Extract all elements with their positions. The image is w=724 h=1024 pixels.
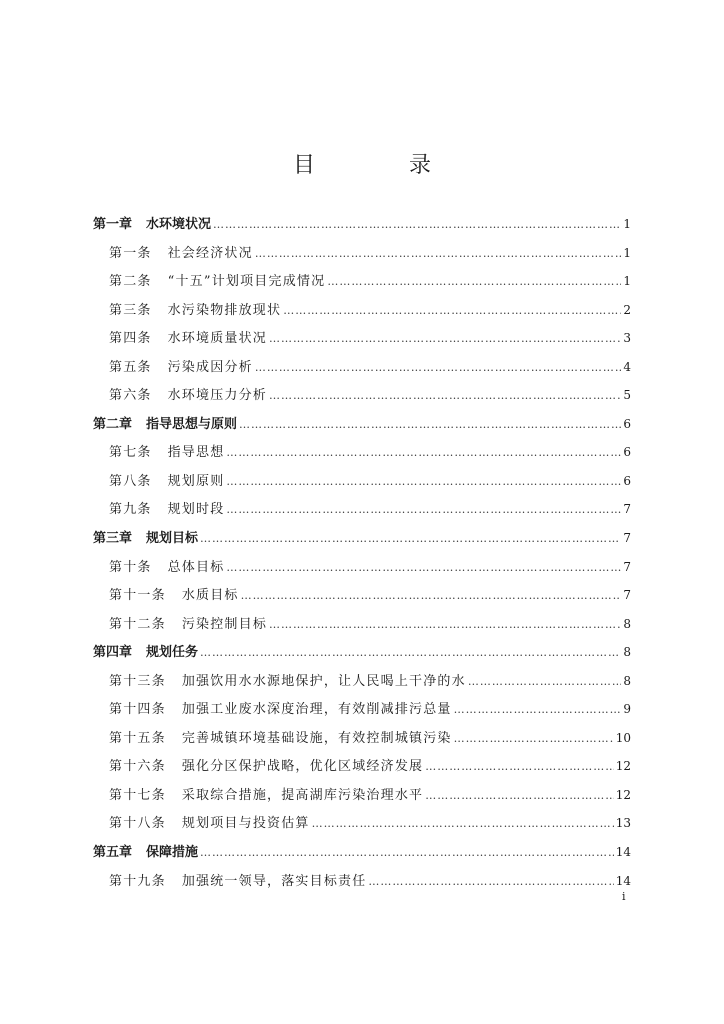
toc-entry-number: 第十条 <box>109 559 152 575</box>
toc-entry-page: 8 <box>623 645 631 660</box>
toc-chapter-row[interactable] <box>93 524 631 553</box>
toc-entry-number: 第十三条 <box>109 673 166 689</box>
toc-article-row[interactable] <box>93 381 631 410</box>
toc-leader-dots <box>213 211 621 239</box>
toc-entry-title: 水污染物排放现状 <box>167 302 282 318</box>
toc-leader-dots <box>226 439 621 467</box>
toc-entry-page: 6 <box>623 445 631 460</box>
toc-entry-page: 5 <box>623 388 631 403</box>
toc-chapter-row[interactable] <box>93 838 631 867</box>
toc-leader-dots <box>454 696 622 724</box>
toc-leader-dots <box>327 268 621 296</box>
toc-article-row[interactable] <box>93 695 631 724</box>
toc-entry-page: 14 <box>615 845 631 860</box>
toc-leader-dots <box>200 839 614 867</box>
toc-entry-title: 指导思想 <box>167 445 225 461</box>
toc-entry-number: 第十二条 <box>109 616 166 632</box>
toc-entry-number: 第五章 <box>93 845 133 861</box>
toc-entry-title: 污染控制目标 <box>181 616 268 632</box>
toc-entry-title: 水环境质量状况 <box>167 331 268 347</box>
toc-entry-page: 7 <box>623 588 631 603</box>
toc-leader-dots <box>368 868 613 896</box>
toc-entry-title: 规划任务 <box>146 645 199 661</box>
toc-article-row[interactable] <box>93 553 631 582</box>
toc-entry-page: 10 <box>615 730 631 745</box>
toc-leader-dots <box>239 411 621 439</box>
toc-entry-title: 强化分区保护战略，优化区域经济发展 <box>181 759 424 775</box>
toc-entry-title: 指导思想与原则 <box>146 416 238 432</box>
toc-entry-number: 第五条 <box>109 359 152 375</box>
toc-entry-number: 第七条 <box>109 445 152 461</box>
toc-entry-page: 12 <box>615 787 631 802</box>
toc-entry-page: 13 <box>615 816 631 831</box>
toc-chapter-row[interactable] <box>93 410 631 439</box>
toc-entry-number: 第三章 <box>93 531 133 547</box>
toc-leader-dots <box>312 810 614 838</box>
toc-entry-page: 1 <box>623 245 631 260</box>
toc-chapter-row[interactable] <box>93 210 631 239</box>
toc-entry-page: 9 <box>623 702 631 717</box>
toc-entry-page: 7 <box>623 531 631 546</box>
toc-entry-title: 规划时段 <box>167 502 225 518</box>
toc-entry-number: 第六条 <box>109 388 152 404</box>
toc-entry-title: 总体目标 <box>167 559 225 575</box>
toc-entry-title: 加强工业废水深度治理，有效削减排污总量 <box>181 702 452 718</box>
toc-entry-title: 水环境压力分析 <box>167 388 268 404</box>
toc-article-row[interactable] <box>93 239 631 268</box>
toc-entry-number: 第十八条 <box>109 816 166 832</box>
toc-article-row[interactable] <box>93 667 631 696</box>
toc-entry-title: 采取综合措施，提高湖库污染治理水平 <box>181 787 424 803</box>
toc-article-row[interactable] <box>93 809 631 838</box>
toc-entry-number: 第二章 <box>93 416 133 432</box>
toc-leader-dots <box>241 582 622 610</box>
toc-entry-page: 4 <box>623 359 631 374</box>
toc-article-row[interactable] <box>93 296 631 325</box>
toc-entry-page: 7 <box>623 502 631 517</box>
toc-leader-dots <box>200 525 621 553</box>
toc-entry-number: 第十五条 <box>109 730 166 746</box>
table-of-contents <box>93 210 631 895</box>
toc-leader-dots <box>269 325 621 353</box>
toc-article-row[interactable] <box>93 781 631 810</box>
toc-entry-page: 12 <box>615 759 631 774</box>
toc-entry-title: “十五”计划项目完成情况 <box>167 274 326 290</box>
toc-article-row[interactable] <box>93 610 631 639</box>
toc-entry-title: 完善城镇环境基础设施，有效控制城镇污染 <box>181 730 452 746</box>
toc-entry-page: 3 <box>623 331 631 346</box>
page-number: i <box>622 890 626 903</box>
toc-entry-title: 规划目标 <box>146 531 199 547</box>
toc-entry-title: 加强统一领导，落实目标责任 <box>181 873 367 889</box>
toc-entry-number: 第十四条 <box>109 702 166 718</box>
toc-leader-dots <box>200 639 621 667</box>
toc-entry-page: 6 <box>623 416 631 431</box>
toc-entry-page: 8 <box>623 616 631 631</box>
toc-entry-title: 加强饮用水水源地保护，让人民喝上干净的水 <box>181 673 466 689</box>
toc-leader-dots <box>454 725 614 753</box>
toc-leader-dots <box>226 468 621 496</box>
toc-leader-dots <box>255 354 622 382</box>
toc-entry-number: 第四章 <box>93 645 133 661</box>
toc-entry-number: 第十九条 <box>109 873 166 889</box>
toc-entry-page: 8 <box>623 673 631 688</box>
toc-entry-page: 1 <box>623 217 631 231</box>
toc-entry-title: 保障措施 <box>146 845 199 861</box>
toc-article-row[interactable] <box>93 495 631 524</box>
toc-entry-number: 第十一条 <box>109 588 166 604</box>
toc-chapter-row[interactable] <box>93 638 631 667</box>
toc-entry-number: 第八条 <box>109 473 152 489</box>
toc-entry-title: 规划原则 <box>167 473 225 489</box>
toc-leader-dots <box>269 382 621 410</box>
toc-leader-dots <box>269 611 621 639</box>
toc-leader-dots <box>226 554 621 582</box>
toc-article-row[interactable] <box>93 353 631 382</box>
toc-entry-number: 第九条 <box>109 502 152 518</box>
toc-entry-page: 7 <box>623 559 631 574</box>
toc-article-row[interactable] <box>93 267 631 296</box>
toc-article-row[interactable] <box>93 438 631 467</box>
toc-leader-dots <box>425 782 614 810</box>
toc-entry-number: 第十六条 <box>109 759 166 775</box>
toc-leader-dots <box>226 496 621 524</box>
toc-entry-title: 水质目标 <box>181 588 239 604</box>
toc-leader-dots <box>468 668 622 696</box>
toc-entry-number: 第三条 <box>109 302 152 318</box>
toc-article-row[interactable] <box>93 724 631 753</box>
toc-entry-title: 规划项目与投资估算 <box>181 816 310 832</box>
toc-entry-number: 第一条 <box>109 245 152 261</box>
toc-entry-number: 第二条 <box>109 274 152 290</box>
toc-article-row[interactable] <box>93 581 631 610</box>
toc-entry-page: 6 <box>623 473 631 488</box>
toc-article-row[interactable] <box>93 867 631 896</box>
toc-entry-number: 第一章 <box>93 217 133 232</box>
toc-entry-page: 1 <box>623 274 631 289</box>
page-title: 目 录 <box>292 153 467 178</box>
toc-entry-page: 2 <box>623 302 631 317</box>
toc-article-row[interactable] <box>93 467 631 496</box>
toc-entry-title: 社会经济状况 <box>167 245 253 261</box>
toc-article-row[interactable] <box>93 752 631 781</box>
toc-leader-dots <box>425 753 614 781</box>
toc-entry-title: 污染成因分析 <box>167 359 253 375</box>
toc-leader-dots <box>255 240 622 268</box>
toc-article-row[interactable] <box>93 324 631 353</box>
toc-leader-dots <box>283 297 621 325</box>
toc-entry-page: 14 <box>615 873 631 888</box>
toc-entry-title: 水环境状况 <box>146 217 212 232</box>
toc-entry-number: 第四条 <box>109 331 152 347</box>
toc-entry-number: 第十七条 <box>109 787 166 803</box>
